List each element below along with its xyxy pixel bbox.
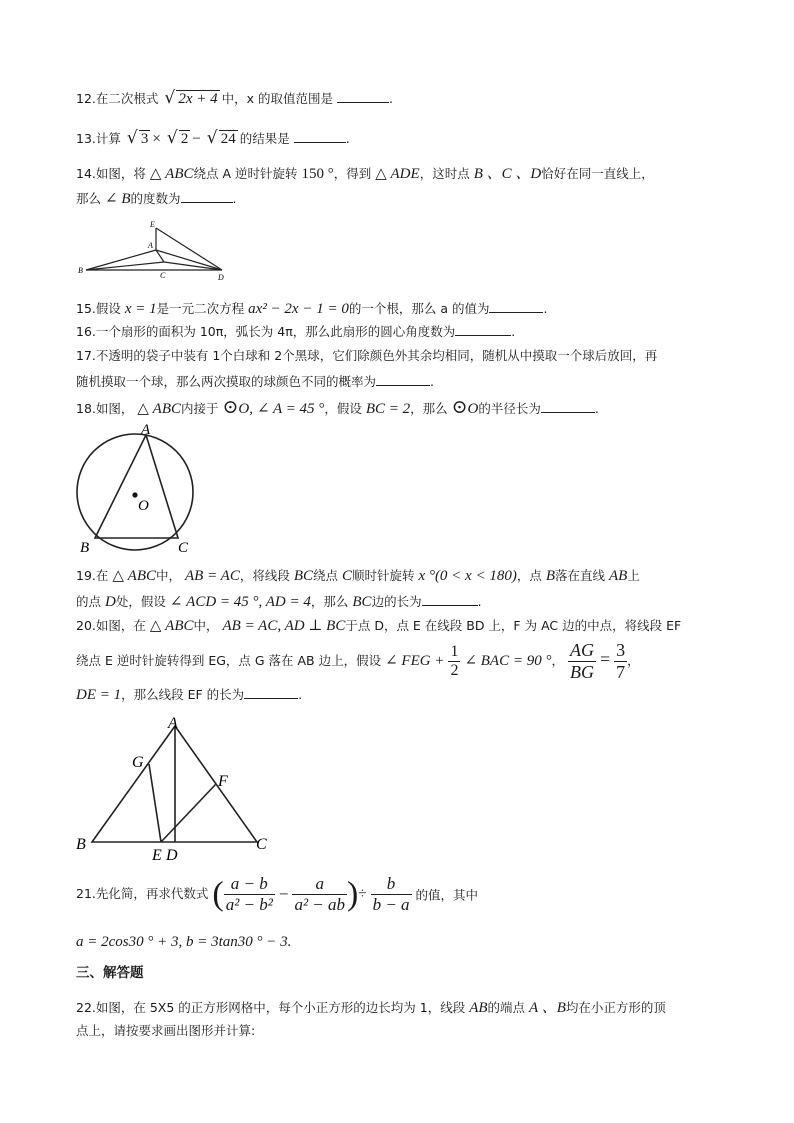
question-17-line-1: 17.不透明的袋子中装有 1个白球和 2个黑球，它们除颜色外其余均相同，随机从中摸取一个球后放回，再 [76,348,658,363]
question-20-line-1: 20.如图，在 △ ABC中， AB = AC, AD ⊥ BC于点 D，点 E 在线段 BD 上，F 为 AC 边的中点，将线段 EF [76,618,682,634]
fig20-label-a: A [168,715,178,732]
question-22-line-2: 点上，请按要求画出图形并计算: [76,1023,256,1038]
question-16: 16.一个扇形的面积为 10π，弧长为 4π，那么此扇形的圆心角度数为 . [76,321,515,340]
q15-answer-blank[interactable] [489,298,543,313]
section-heading: 三、解答题 [76,965,144,981]
fig18-label-b: B [80,540,90,556]
q19-answer-blank[interactable] [422,591,478,606]
fig14-label-b: B [78,266,83,275]
question-22-line-1: 22.如图，在 5X5 的正方形网格中，每个小正方形的边长均为 1，线段 AB的端点 A 、B均在小正方形的顶 [76,1000,666,1016]
q12-radical: √ 2x + 4 [164,88,218,108]
question-20-line-3: DE = 1，那么线段 EF 的长为 . [76,684,302,704]
fig18-label-c: C [178,540,189,556]
question-19-line-1: 19.在 △ ABC中， AB = AC，将线段 BC绕点 C顺时针旋转 x °(0 < x < 180)，点 B落在直线 AB上 [76,568,640,584]
q13-suffix: 的结果是 [239,131,290,146]
figure-14-triangles [76,218,236,284]
question-21-line-1: 21.先化简，再求代数式 ( $\frac{a - b}{\text{a² − b²}}$ − $\frac{a}{\text{a² − ab}}$ )÷ $\frac{b}{b - a}$ 的值，其中 [76,874,479,914]
fig14-label-d: D [218,273,224,282]
question-12: 12.在二次根式 √ 2x + 4 中，x 的取值范围是 . [76,88,393,108]
fig20-label-e: E [152,847,162,864]
q13-answer-blank[interactable] [294,128,346,143]
q13-radical-2: √ 2 [166,128,189,148]
q18-answer-blank[interactable] [541,398,595,413]
question-14-line-1: 14.如图，将 △ ABC绕点 A 逆时针旋转 150 °，得到 △ ADE，这时点 B 、C 、D恰好在同一直线上， [76,166,654,182]
fig20-label-c: C [256,836,267,853]
question-14-line-2: 那么 ∠ B的度数为 . [76,188,236,208]
fig14-label-e: E [150,220,155,229]
fig20-label-b: B [76,836,86,853]
question-15: 15.假设 x = 1是一元二次方程 ax² − 2x − 1 = 0的一个根，那么 a 的值为 . [76,298,547,318]
question-17-line-2: 随机摸取一个球，那么两次摸取的球颜色不同的概率为 . [76,371,434,390]
q12-prefix: 12.在二次根式 [76,91,159,106]
figure-18-circle [70,420,210,560]
q12-answer-blank[interactable] [337,88,389,103]
question-18: 18.如图， △ ABC内接于 ⊙O, ∠ A = 45 °，假设 BC = 2，那么 ⊙O的半径长为 . [76,397,599,418]
q13-radical-3: √ 24 [206,128,236,148]
figure-20-triangle [70,712,280,864]
fig14-label-a: A [148,241,153,250]
fig20-label-d: D [166,847,178,864]
q13-radical-1: √ 3 [126,128,149,148]
q14-answer-blank[interactable] [181,188,233,203]
q17-answer-blank[interactable] [376,371,430,386]
question-13: 13.计算 √ 3 × √ 2 − √ 24 的结果是 . [76,128,350,148]
question-20-line-2: 绕点 E 逆时针旋转得到 EG，点 G 落在 AB 边上，假设 ∠ FEG + $\frac{1}{2}$ ∠ BAC = 90 °， $\frac{AG}{BG}$ = $\frac{3}{7}$ ， [76,640,640,682]
question-21-line-2: a = 2cos30 ° + 3, b = 3tan30 ° − 3. [76,934,292,950]
fig14-label-c: C [160,271,166,280]
q13-prefix: 13.计算 [76,131,121,146]
fig18-label-a: A [141,422,151,438]
q16-answer-blank[interactable] [455,321,511,336]
fig20-label-f: F [218,773,228,790]
fig18-label-o: O [138,498,149,514]
q20-answer-blank[interactable] [244,684,298,699]
question-19-line-2: 的点 D处，假设 ∠ ACD = 45 °, AD = 4，那么 BC边的长为 . [76,591,482,611]
q12-suffix: 中，x 的取值范围是 [221,91,334,106]
fig20-label-g: G [132,754,144,771]
